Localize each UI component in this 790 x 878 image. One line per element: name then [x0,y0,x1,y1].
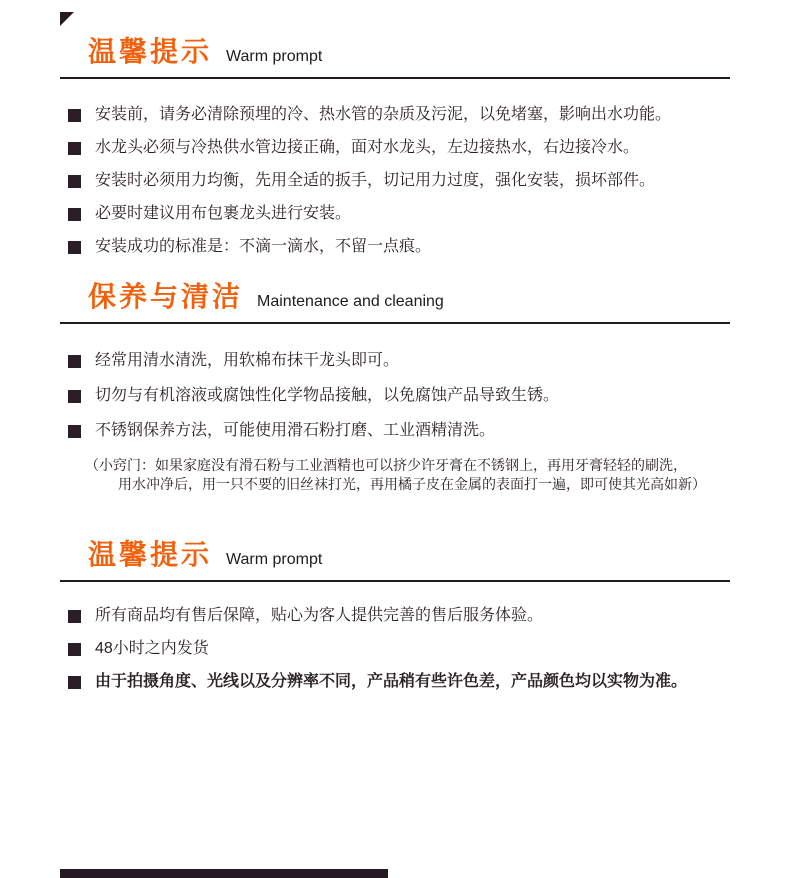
section-divider [60,580,730,582]
tips-list [60,351,730,441]
section-divider [60,322,730,324]
note-line: 用水冲净后，用一只不要的旧丝袜打光，再用橘子皮在金属的表面打一遍，即可使其光高如新） [118,476,706,492]
tip-item: 必要时建议用布包裹龙头进行安装。 [60,204,730,224]
page-content [60,0,740,705]
section-divider [60,77,730,79]
section-warm-prompt-service [60,539,730,692]
section-warm-prompt-install [60,36,730,257]
section-header [60,281,730,313]
tip-item: 经常用清水清洗，用软棉布抹干龙头即可。 [60,351,730,371]
tip-item: 安装前，请务必清除预埋的冷、热水管的杂质及污泥，以免堵塞，影响出水功能。 [60,105,730,125]
section-title-en: Warm prompt [226,48,323,65]
section-header [60,36,730,68]
bottom-divider-bar [60,869,388,878]
section-title-zh: 温馨提示 [88,538,213,571]
section-title-en: Warm prompt [226,551,323,568]
tip-item: 安装成功的标准是：不滴一滴水，不留一点痕。 [60,237,730,257]
tip-item: 不锈钢保养方法，可能使用滑石粉打磨、工业酒精清洗。 [60,421,730,441]
maintenance-tip-note [60,456,760,494]
section-title-en: Maintenance and cleaning [257,293,444,310]
tip-item: 切勿与有机溶液或腐蚀性化学物品接触，以免腐蚀产品导致生锈。 [60,386,730,406]
tip-item: 水龙头必须与冷热供水管边接正确，面对水龙头，左边接热水，右边接冷水。 [60,138,730,158]
tips-list [60,105,730,257]
note-line: （小窍门：如果家庭没有滑石粉与工业酒精也可以挤少许牙膏在不锈钢上，再用牙膏轻轻的刷洗， [85,457,687,473]
section-title-zh: 保养与清洁 [88,280,244,313]
section-maintenance-cleaning [60,281,730,494]
tip-item: 48小时之内发货 [60,639,730,659]
tip-item: 由于拍摄角度、光线以及分辨率不同，产品稍有些许色差，产品颜色均以实物为准。 [60,672,730,692]
section-header [60,539,730,571]
tip-item: 所有商品均有售后保障，贴心为客人提供完善的售后服务体验。 [60,606,730,626]
tip-item: 安装时必须用力均衡，先用全适的扳手，切记用力过度，强化安装，损坏部件。 [60,171,730,191]
section-title-zh: 温馨提示 [88,35,213,68]
tips-list [60,606,730,692]
